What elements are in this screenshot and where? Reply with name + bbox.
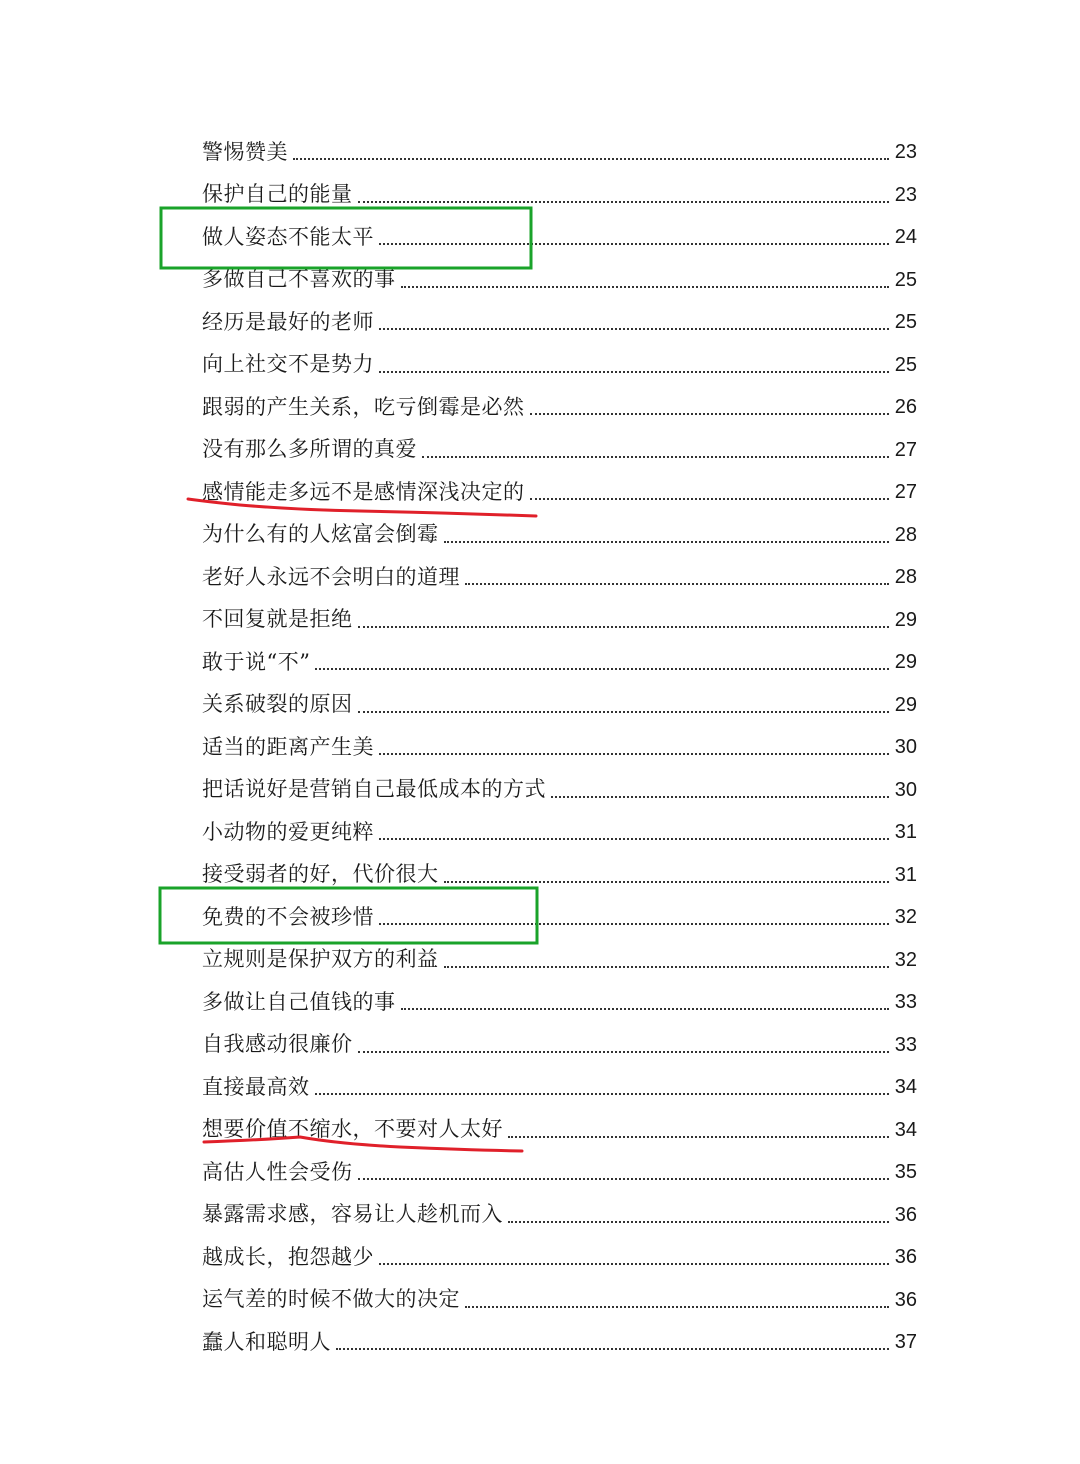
toc-entry-title: 接受弱者的好，代价很大 [202,862,439,887]
toc-entry-title: 经历是最好的老师 [202,309,374,334]
toc-entry-page-number: 36 [894,1288,917,1311]
toc-entry[interactable] [202,1109,917,1152]
toc-entry[interactable] [202,1066,917,1109]
toc-entry-page-number: 36 [894,1203,917,1226]
dot-leader [444,881,890,883]
dot-leader [315,1093,890,1095]
toc-entry-page-number: 33 [894,991,917,1014]
toc-entry-page-number: 28 [894,566,917,589]
dot-leader [444,966,890,968]
toc-entry-page-number: 27 [894,438,917,461]
toc-entry-title: 暴露需求感，容易让人趁机而入 [202,1202,503,1227]
toc-entry-page-number: 33 [894,1033,917,1056]
toc-entry[interactable] [202,1279,917,1322]
toc-entry[interactable] [202,216,917,259]
dot-leader [551,796,889,798]
toc-entry-title: 关系破裂的原因 [202,692,353,717]
dot-leader [401,286,890,288]
toc-entry-title: 为什么有的人炫富会倒霉 [202,522,439,547]
toc-entry-title: 多做让自己值钱的事 [202,989,396,1014]
dot-leader [379,328,889,330]
toc-entry-page-number: 24 [894,226,917,249]
toc-entry[interactable] [202,939,917,982]
toc-entry-title: 警惕赞美 [202,139,288,164]
toc-entry-title: 越成长，抱怨越少 [202,1244,374,1269]
toc-entry[interactable] [202,854,917,897]
toc-entry-title: 敢于说“不” [202,649,311,674]
dot-leader [508,1221,889,1223]
toc-entry[interactable] [202,641,917,684]
toc-entry-title: 不回复就是拒绝 [202,607,353,632]
dot-leader [379,371,889,373]
toc-entry-title: 向上社交不是势力 [202,352,374,377]
toc-entry[interactable] [202,1236,917,1279]
toc-entry[interactable] [202,684,917,727]
toc-entry[interactable] [202,471,917,514]
toc-entry-title: 保护自己的能量 [202,182,353,207]
toc-entry[interactable] [202,301,917,344]
dot-leader [465,1306,889,1308]
toc-entry-title: 直接最高效 [202,1074,310,1099]
toc-entry-page-number: 35 [894,1161,917,1184]
toc-entry-page-number: 29 [894,608,917,631]
toc-entry-page-number: 26 [894,396,917,419]
toc-entry-page-number: 25 [894,268,917,291]
toc-entry[interactable] [202,1151,917,1194]
toc-entry-page-number: 29 [894,651,917,674]
toc-entry-page-number: 34 [894,1076,917,1099]
toc-entry-page-number: 30 [894,778,917,801]
toc-entry-title: 没有那么多所谓的真爱 [202,437,417,462]
dot-leader [530,498,890,500]
toc-entry-page-number: 32 [894,906,917,929]
toc-entry[interactable] [202,174,917,217]
toc-entry-title: 感情能走多远不是感情深浅决定的 [202,479,525,504]
toc-entry-title: 做人姿态不能太平 [202,224,374,249]
toc-entry[interactable] [202,811,917,854]
toc-entry-title: 立规则是保护双方的利益 [202,947,439,972]
toc-entry-page-number: 27 [894,481,917,504]
toc-entry-title: 运气差的时候不做大的决定 [202,1287,460,1312]
toc-entry[interactable] [202,896,917,939]
dot-leader [379,753,889,755]
dot-leader [422,456,889,458]
toc-entry-page-number: 25 [894,353,917,376]
toc-entry-title: 适当的距离产生美 [202,734,374,759]
toc-entry-title: 高估人性会受伤 [202,1159,353,1184]
dot-leader [379,838,889,840]
dot-leader [444,541,890,543]
toc-entry-title: 蠢人和聪明人 [202,1329,331,1354]
toc-entry-title: 把话说好是营销自己最低成本的方式 [202,777,546,802]
toc-entry-title: 老好人永远不会明白的道理 [202,564,460,589]
toc-entry-page-number: 23 [894,183,917,206]
toc-entry[interactable] [202,514,917,557]
dot-leader [293,158,889,160]
toc-entry-page-number: 32 [894,948,917,971]
toc-entry-page-number: 25 [894,311,917,334]
toc-entry-page-number: 31 [894,821,917,844]
toc-entry[interactable] [202,131,917,174]
toc-entry-title: 免费的不会被珍惜 [202,904,374,929]
toc-entry-page-number: 28 [894,523,917,546]
toc-entry[interactable] [202,386,917,429]
dot-leader [508,1136,889,1138]
dot-leader [358,201,890,203]
dot-leader [358,711,890,713]
toc-entry[interactable] [202,726,917,769]
dot-leader [358,626,890,628]
toc-entry-page-number: 29 [894,693,917,716]
dot-leader [358,1051,890,1053]
toc-entry[interactable] [202,1024,917,1067]
toc-entry-title: 小动物的爱更纯粹 [202,819,374,844]
toc-entry[interactable] [202,1321,917,1364]
table-of-contents [202,131,917,1364]
toc-entry-title: 多做自己不喜欢的事 [202,267,396,292]
toc-entry-page-number: 31 [894,863,917,886]
toc-entry[interactable] [202,981,917,1024]
dot-leader [358,1178,890,1180]
dot-leader [530,413,890,415]
toc-entry[interactable] [202,429,917,472]
dot-leader [379,243,889,245]
dot-leader [379,1263,889,1265]
toc-entry[interactable] [202,769,917,812]
dot-leader [465,583,889,585]
dot-leader [336,1348,889,1350]
toc-entry-page-number: 23 [894,141,917,164]
toc-entry[interactable] [202,259,917,302]
toc-entry-title: 想要价值不缩水，不要对人太好 [202,1117,503,1142]
toc-entry[interactable] [202,344,917,387]
dot-leader [379,923,889,925]
toc-entry-title: 自我感动很廉价 [202,1032,353,1057]
toc-entry-page-number: 37 [894,1331,917,1354]
toc-entry-page-number: 34 [894,1118,917,1141]
toc-entry[interactable] [202,556,917,599]
toc-entry[interactable] [202,1194,917,1237]
toc-entry-title: 跟弱的产生关系，吃亏倒霉是必然 [202,394,525,419]
toc-entry-page-number: 36 [894,1246,917,1269]
dot-leader [401,1008,890,1010]
toc-entry-page-number: 30 [894,736,917,759]
toc-entry[interactable] [202,599,917,642]
dot-leader [315,668,889,670]
